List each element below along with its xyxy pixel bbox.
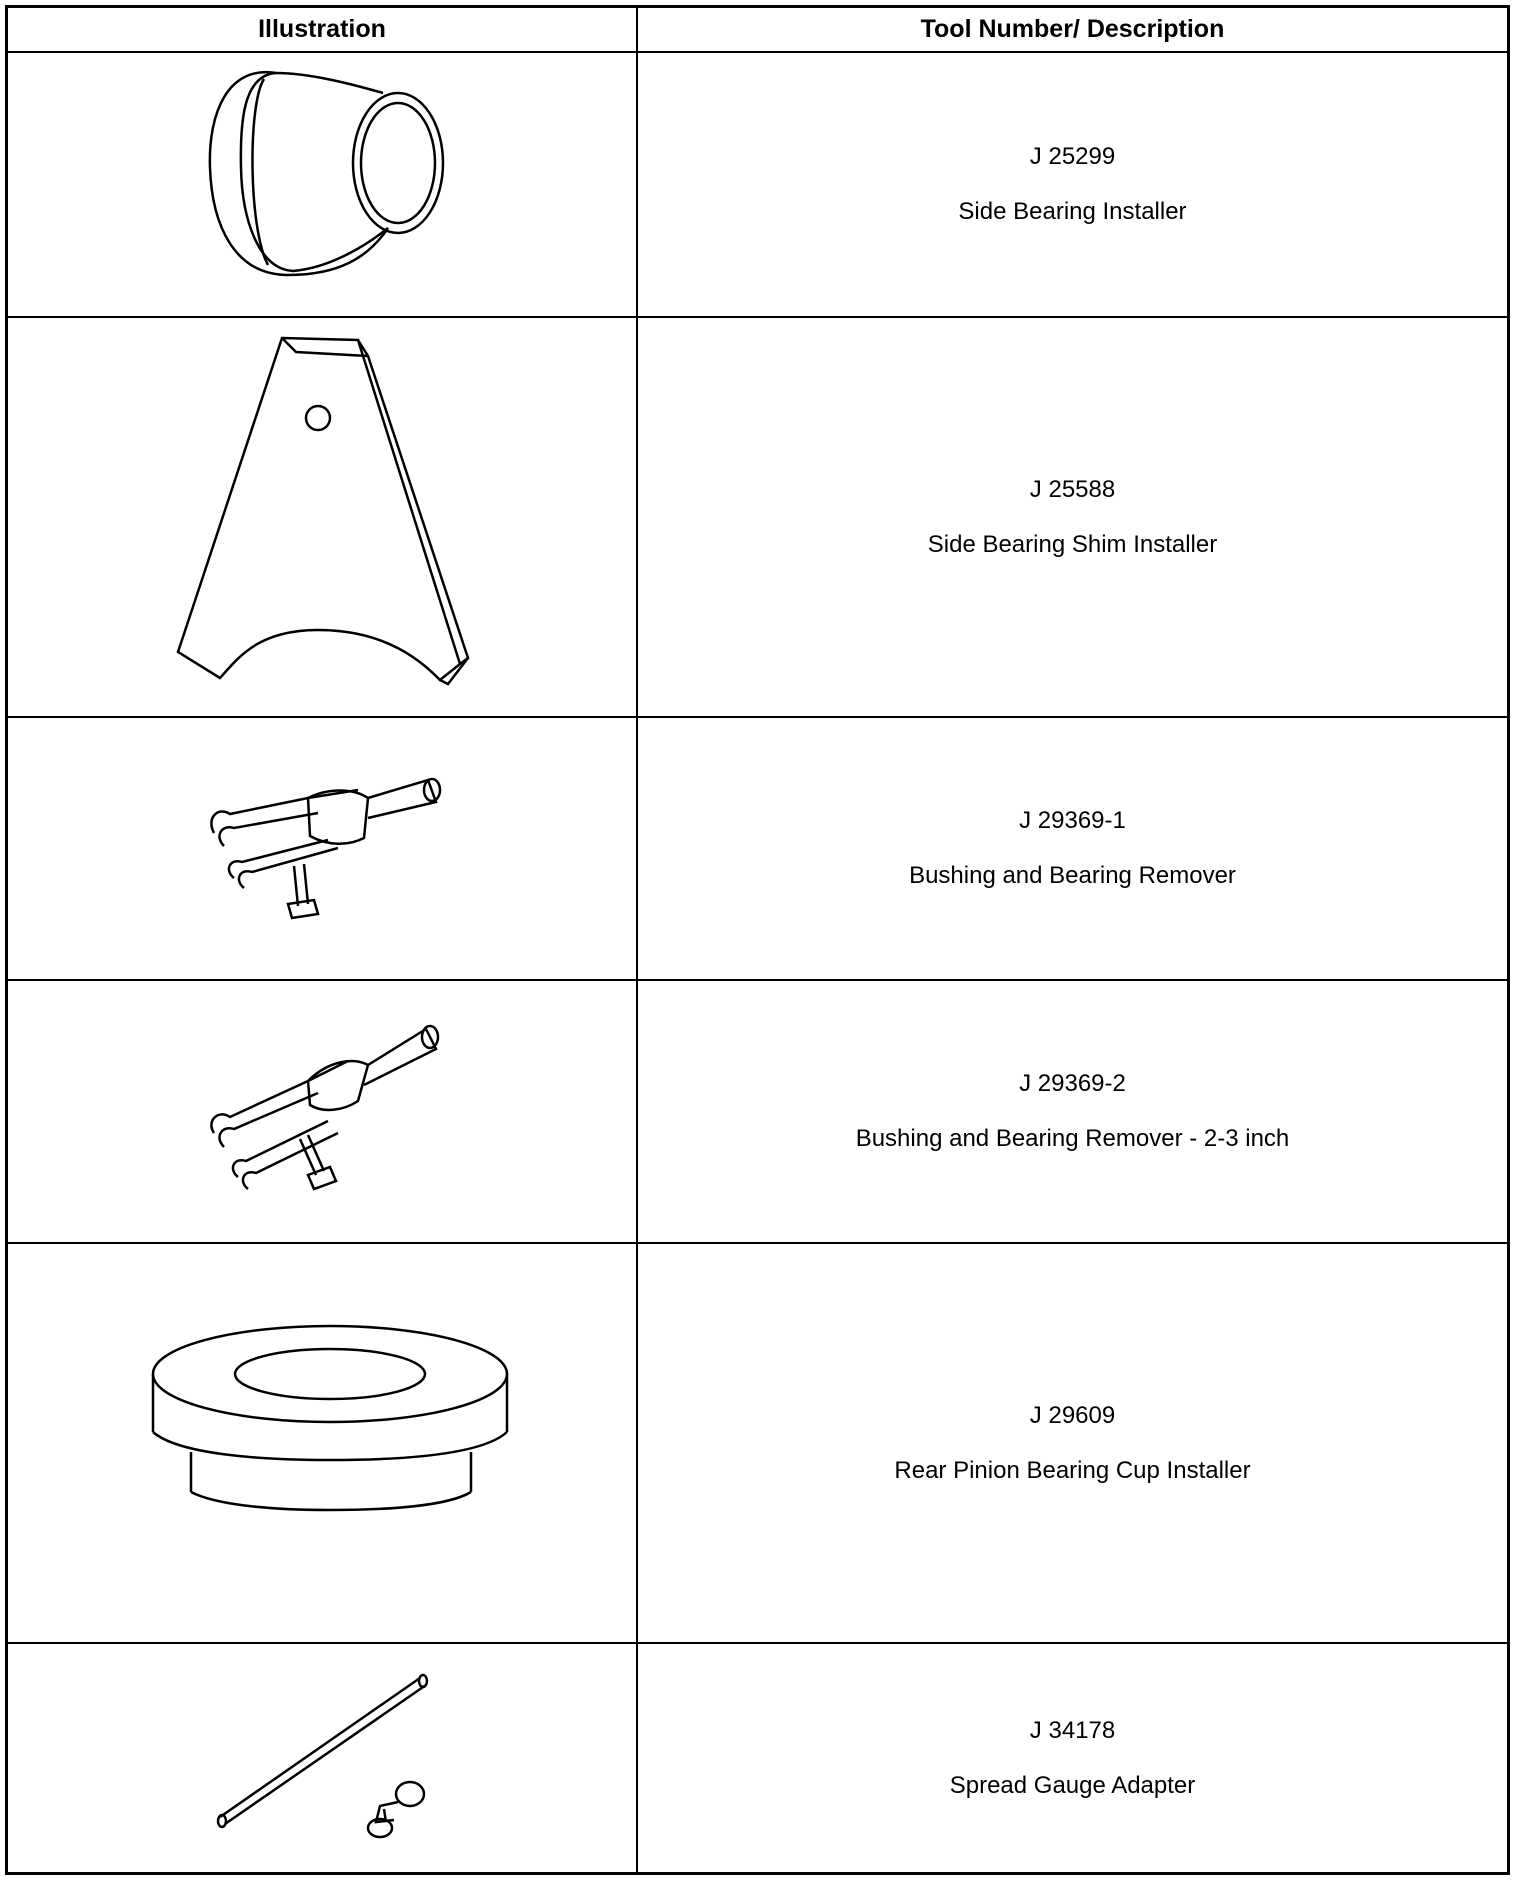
header-tool-description: Tool Number/ Description [920,15,1225,43]
table-row [8,318,1507,718]
tool-number: J 29369-1 [1019,807,1126,834]
tool-table [5,5,1510,1875]
table-header-row [8,8,1507,53]
table-row [8,718,1507,981]
tool-description: Bushing and Bearing Remover - 2-3 inch [855,1125,1290,1152]
tool-description: Bushing and Bearing Remover [909,862,1236,889]
tool-number: J 29369-2 [1019,1070,1126,1097]
table-row [8,981,1507,1244]
table-row [8,1644,1507,1872]
bearing-cup-installer-icon [8,1244,636,1642]
table-row [8,53,1507,318]
tool-number: J 34178 [1029,1716,1116,1744]
shim-installer-icon [8,318,636,716]
tool-number: J 25299 [1029,143,1116,170]
bearing-remover-icon [8,718,636,979]
table-row [8,1244,1507,1644]
side-bearing-installer-icon [8,53,636,316]
bearing-remover-icon [8,981,636,1242]
tool-description: Side Bearing Shim Installer [927,530,1218,558]
tool-description: Rear Pinion Bearing Cup Installer [894,1456,1251,1484]
header-illustration: Illustration [258,15,386,43]
tool-number: J 25588 [1029,475,1116,503]
spread-gauge-adapter-icon [8,1644,636,1872]
tool-number: J 29609 [1029,1401,1116,1429]
tool-description: Spread Gauge Adapter [949,1771,1196,1799]
tool-description: Side Bearing Installer [958,198,1187,225]
